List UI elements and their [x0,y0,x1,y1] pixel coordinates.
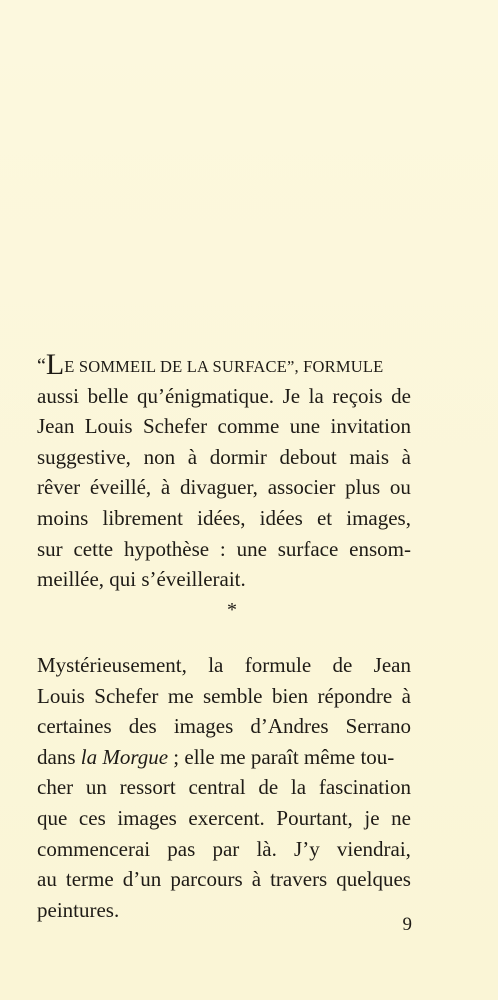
paragraph-2 [37,650,411,925]
word: images [173,714,234,739]
word: Schefer [142,414,208,439]
text-line [37,472,411,503]
word: quelques [336,867,411,892]
word: Serrano [345,714,411,739]
word: bien [271,683,309,708]
word: surface [277,536,339,561]
word: plus [345,475,381,500]
word: au [37,867,57,892]
text-line: meillée, qui s’éveillerait. [37,567,246,592]
section-separator: * [227,599,237,621]
paragraph-1-first-line [37,350,411,381]
word: semble [203,683,263,708]
word: à [160,475,171,500]
word: suggestive, [37,444,131,469]
word: images, [346,505,411,530]
text-line [37,864,411,895]
word: une [289,414,321,439]
word: librement [102,505,183,530]
word: que [37,805,68,830]
word: cher [37,775,74,800]
word: travers [270,867,328,892]
text-line [37,772,411,803]
text-line [37,534,411,565]
word: à [401,444,411,469]
text-line [37,411,411,442]
word: la [308,383,324,408]
word: invitation [330,414,411,439]
page-number: 9 [402,914,412,935]
word: aussi [37,383,79,408]
word: Jean [373,653,411,677]
word: sur [37,536,63,561]
text-line [37,503,411,534]
word: viendrai, [336,836,411,861]
word: reçois [332,383,383,408]
text-line [37,681,411,712]
word: idées, [197,505,246,530]
word: par [212,836,240,861]
text-line [37,711,411,742]
opening-line-lead [37,350,383,381]
word: me [167,683,194,708]
word: exercent. [188,805,265,830]
word: éveillé, [89,475,152,500]
word: moins [37,505,89,530]
word: parcours [170,867,243,892]
word: Mystérieusement, [37,653,187,677]
word: la [208,653,224,677]
word: idées [259,505,303,530]
word: cette [73,536,114,561]
word: mais [349,444,389,469]
word: je [364,805,380,830]
word: non [143,444,176,469]
word: Je [282,383,301,408]
text-line [37,442,411,473]
word: une [236,536,267,561]
word: images [117,805,177,830]
word: la [290,775,307,800]
word: d’un [122,867,162,892]
text-line [37,381,411,412]
word: à [187,444,198,469]
word: comme [217,414,280,439]
word: central [188,775,246,800]
paragraph-1 [37,350,411,595]
word: Pourtant, [276,805,353,830]
text-line [37,834,411,865]
word: de [332,653,353,677]
word: ces [78,805,106,830]
text-line [37,650,411,681]
word: terme [65,867,114,892]
work-title: la Morgue [80,744,169,769]
word: de [258,775,279,800]
word: associer [267,475,336,500]
word: et [316,505,333,530]
text-line-with-title [37,742,411,773]
word: debout [279,444,337,469]
word: ensom- [349,536,411,561]
word: certaines [37,714,112,739]
line-suffix: ; elle me paraît même tou- [168,744,395,769]
word: pas [167,836,196,861]
smallcaps-lead: E SOMMEIL DE LA SURFACE”, FORMULE [64,357,384,376]
line-prefix: dans [37,744,81,769]
word: répondre [317,683,393,708]
word: Louis [37,683,85,708]
text-line [37,803,411,834]
word: un [85,775,107,800]
word: ne [391,805,411,830]
word: hypothèse [123,536,210,561]
drop-cap: L [45,348,65,381]
word: ou [389,475,411,500]
word: fascination [318,775,411,800]
word: d’Andres [250,714,329,739]
word: de [391,383,411,408]
word: formule [244,653,312,677]
word: divaguer, [180,475,258,500]
word: qu’énigmatique. [136,383,275,408]
word: ressort [119,775,176,800]
word: : [219,536,226,561]
word: Jean [37,414,75,439]
word: commencerai [37,836,151,861]
word: Louis [84,414,133,439]
word: là. [256,836,277,861]
word: à [401,683,411,708]
word: des [128,714,157,739]
opening-quote: “ [37,355,46,377]
text-line: peintures. [37,897,120,922]
word: J’y [294,836,320,861]
word: rêver [37,475,81,500]
word: Schefer [94,683,159,708]
word: belle [87,383,129,408]
word: à [251,867,262,892]
word: dormir [209,444,267,469]
